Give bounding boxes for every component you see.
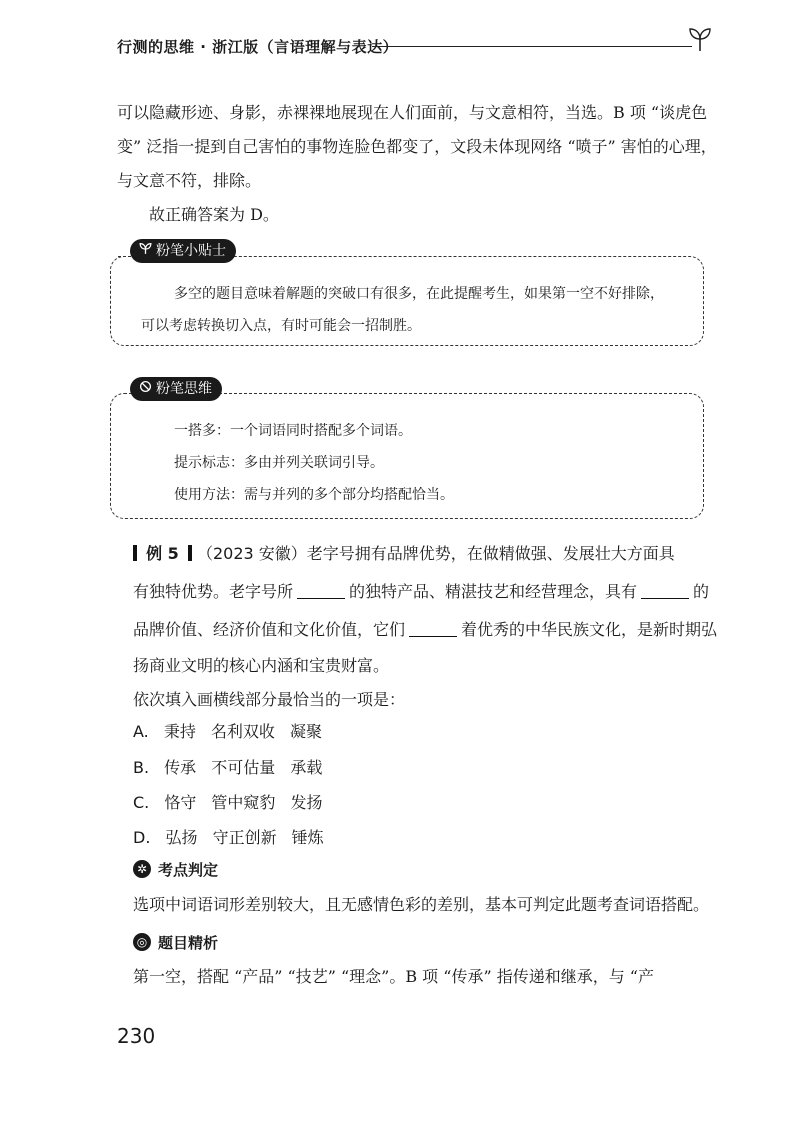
- example-line-4: 扬商业文明的核心内涵和宝贵财富。: [133, 656, 390, 675]
- section-point-title: 考点判定: [158, 861, 219, 879]
- think-box-title-pill: [130, 377, 222, 401]
- body-line: 可以隐藏形迹、身影，赤裸裸地展现在人们面前，与文意相符，当选。B 项 “谈虎色: [117, 103, 708, 122]
- think-line: 一搭多：一个词语同时搭配多个词语。: [174, 423, 412, 439]
- think-box-title: 粉笔思维: [156, 381, 212, 397]
- question-prompt: 依次填入画横线部分最恰当的一项是：: [133, 690, 406, 709]
- body-line: 变” 泛指一提到自己害怕的事物连脸色都变了，文段未体现网络 “喷子” 害怕的心理，: [117, 137, 717, 156]
- option-a: A. 秉持 名利双收 凝聚: [133, 722, 323, 741]
- target-icon: ◎: [133, 933, 151, 951]
- example-line-1: [133, 537, 675, 571]
- option-b: B. 传承 不可估量 承载: [133, 758, 323, 777]
- example-bar-right: [188, 545, 192, 561]
- gear-icon: ✲: [133, 860, 151, 878]
- blank-1: [297, 582, 345, 599]
- blank-3: [409, 620, 457, 637]
- sprout-icon: [688, 26, 712, 52]
- sprout-icon: [138, 239, 152, 263]
- example-text: （2023 安徽）老字号拥有品牌优势，在做精做强、发展壮大方面具: [197, 544, 675, 563]
- section-point-text: 选项中词语词形差别较大，且无感情色彩的差别，基本可判定此题考查词语搭配。: [133, 895, 710, 914]
- body-line: 与文意不符，排除。: [117, 171, 262, 190]
- think-line: 提示标志：多由并列关联词引导。: [174, 455, 384, 471]
- example-line-2: 有独特优势。老字号所 的独特产品、精湛技艺和经营理念，具有 的: [133, 582, 710, 601]
- option-d: D. 弘扬 守正创新 锤炼: [133, 828, 324, 847]
- tip-line: 多空的题目意味着解题的突破口有很多，在此提醒考生，如果第一空不好排除，: [174, 286, 664, 302]
- tip-line: 可以考虑转换切入点，有时可能会一招制胜。: [141, 318, 421, 334]
- section-analysis-text: 第一空，搭配 “产品” “技艺” “理念”。B 项 “传承” 指传递和继承，与 “产: [133, 967, 654, 986]
- example-label: 例 5: [146, 544, 179, 563]
- think-line: 使用方法：需与并列的多个部分均搭配恰当。: [174, 487, 454, 503]
- answer-line: 故正确答案为 D。: [149, 205, 279, 224]
- example-line-3: 品牌价值、经济价值和文化价值，它们 着优秀的中华民族文化，是新时期弘: [133, 620, 718, 639]
- example-bar-left: [133, 545, 137, 561]
- running-head: 行测的思维 · 浙江版（言语理解与表达）: [117, 38, 399, 56]
- header-rule: [372, 46, 692, 47]
- option-c: C. 恪守 管中窥豹 发扬: [133, 793, 323, 812]
- tip-box-title-pill: [130, 239, 236, 263]
- blank-2: [641, 582, 689, 599]
- no-sign-icon: [138, 377, 152, 401]
- page-number: 230: [117, 1024, 156, 1048]
- tip-box-title: 粉笔小贴士: [156, 243, 226, 259]
- section-analysis-title: 题目精析: [158, 934, 219, 952]
